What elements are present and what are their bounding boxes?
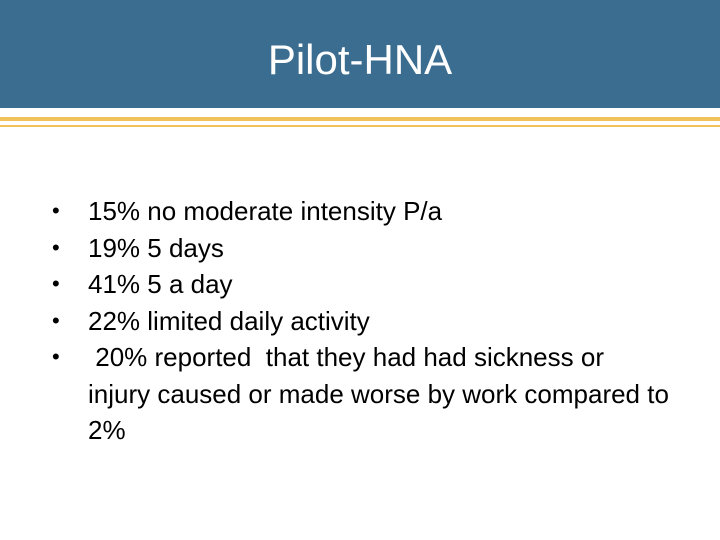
bullet-text: 15% no moderate intensity P/a [88, 196, 443, 226]
accent-rule-thin [0, 125, 720, 127]
bullet-text: 22% limited daily activity [88, 305, 370, 336]
bullet-item [52, 266, 672, 303]
slide-title-text: Pilot-HNA [267, 36, 453, 83]
bullet-item [52, 303, 672, 340]
bullet-item [52, 339, 677, 449]
accent-rule-thick [0, 117, 720, 121]
bullet-item [52, 230, 672, 267]
bullet-dot-icon: • [52, 307, 60, 333]
bullet-dot-icon: • [52, 198, 60, 223]
bullet-dot-icon: • [52, 234, 60, 260]
bullet-text: 20% reported that they had had sickness or injury caused or made worse by work compared to 2% [88, 342, 677, 445]
bullet-text: 19% 5 days [88, 232, 224, 263]
bullet-dot-icon: • [52, 271, 60, 296]
slide-title [0, 0, 720, 108]
bullet-text: 41% 5 a day [88, 269, 233, 299]
bullet-item [52, 193, 672, 230]
bullet-dot-icon: • [52, 344, 60, 369]
bullet-list [52, 193, 677, 449]
